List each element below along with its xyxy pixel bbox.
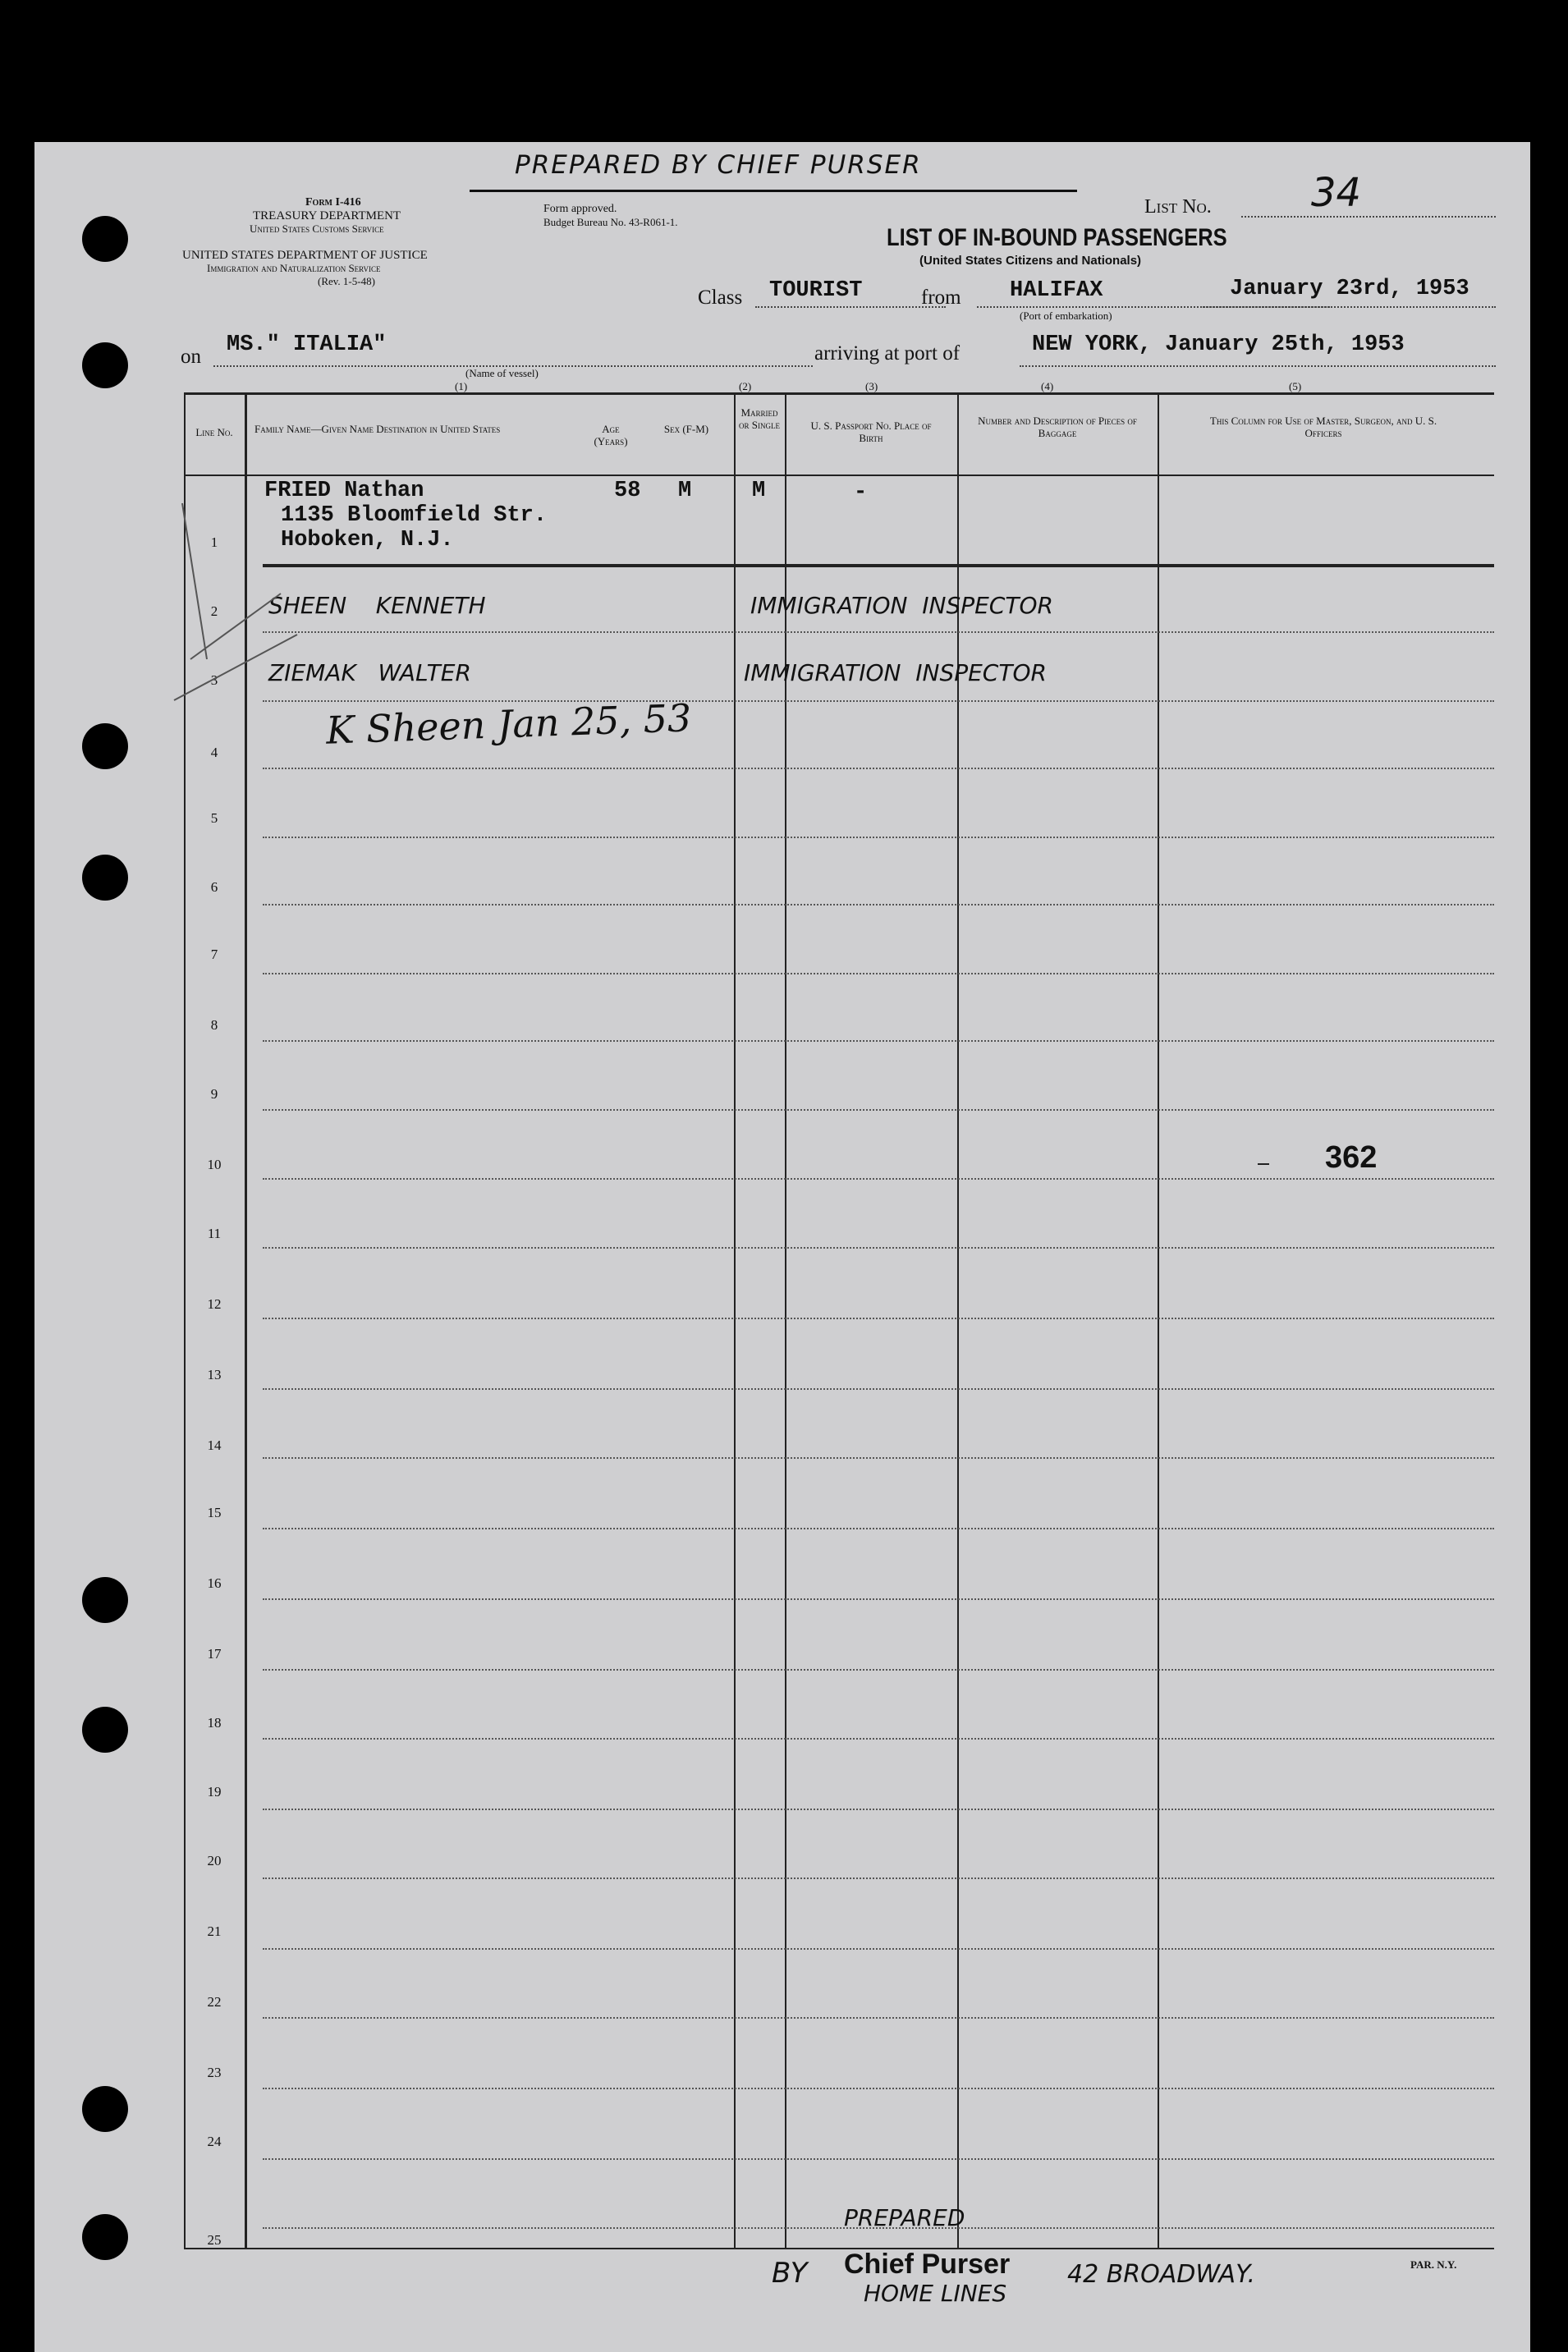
row-rule — [263, 904, 1494, 905]
entry-note: IMMIGRATION INSPECTOR — [744, 659, 1047, 686]
prepared-by-heading: PREPARED BY CHIEF PURSER — [515, 150, 922, 180]
embark-date-line — [1200, 306, 1496, 308]
binder-hole — [82, 216, 128, 262]
line-number: 23 — [207, 2065, 222, 2080]
footer-address: 42 BROADWAY. — [1067, 2260, 1256, 2289]
customs-service: United States Customs Service — [250, 222, 384, 235]
header-officers: This Column for Use of Master, Surgeon, and U. S. Officers — [1209, 415, 1437, 439]
embark-date: January 23rd, 1953 — [1230, 277, 1469, 301]
form-approved: Form approved. — [543, 203, 617, 215]
line-number: 11 — [207, 1226, 222, 1241]
vessel-name: MS." ITALIA" — [227, 332, 387, 357]
row-rule — [263, 2088, 1494, 2089]
vessel-label: (Name of vessel) — [465, 367, 539, 379]
list-no-line — [1241, 216, 1496, 218]
row-rule — [263, 1809, 1494, 1810]
inspector-signature: K Sheen Jan 25, 53 — [325, 695, 693, 753]
line-number: 5 — [210, 810, 218, 826]
header-line-no: Line No. — [195, 426, 233, 438]
arriving-label: arriving at port of — [814, 342, 961, 364]
ins-service: Immigration and Naturalization Service — [207, 262, 381, 274]
header-age: Age (Years) — [594, 423, 628, 447]
table-bottom-border — [184, 2248, 1494, 2249]
line-number: 19 — [207, 1784, 222, 1800]
list-number: 34 — [1311, 170, 1362, 216]
row-rule — [263, 1877, 1494, 1879]
entry-married: M — [752, 479, 766, 503]
entry-passport: - — [854, 480, 868, 505]
class-line — [755, 306, 946, 308]
footer-home-lines: HOME LINES — [864, 2280, 1007, 2307]
line-number: 6 — [210, 879, 218, 895]
col-num: (4) — [1041, 380, 1054, 392]
col-num: (2) — [739, 380, 752, 392]
entry-name: SHEEN KENNETH — [268, 592, 486, 619]
row-rule — [263, 2158, 1494, 2160]
on-label: on — [181, 346, 201, 368]
budget-bureau: Budget Bureau No. 43-R061-1. — [543, 216, 678, 228]
binder-hole — [82, 1577, 128, 1623]
header-divider — [184, 475, 1494, 476]
row-rule — [263, 1457, 1494, 1459]
line-number: 1 — [210, 534, 218, 550]
treasury-dept: TREASURY DEPARTMENT — [253, 209, 401, 222]
from-value: HALIFAX — [1010, 278, 1103, 303]
header-sex: Sex (F-M) — [663, 423, 709, 435]
list-no-label: List No. — [1144, 196, 1212, 218]
binder-hole — [82, 2214, 128, 2260]
from-label: from — [921, 287, 961, 309]
row-rule — [263, 1669, 1494, 1671]
row-rule — [263, 2017, 1494, 2019]
entry-address: Hoboken, N.J. — [281, 528, 454, 552]
class-label: Class — [698, 287, 743, 309]
heading-underline — [470, 190, 1077, 192]
entry-note: IMMIGRATION INSPECTOR — [750, 592, 1053, 619]
form-title: LIST OF IN-BOUND PASSENGERS — [887, 224, 1227, 251]
row-rule — [263, 1318, 1494, 1319]
printer-mark: PAR. N.Y. — [1410, 2258, 1457, 2271]
line-number: 15 — [207, 1505, 222, 1520]
line-number: 3 — [210, 672, 218, 688]
entry-sex: M — [678, 479, 692, 503]
line-number: 7 — [210, 947, 218, 962]
col-num: (1) — [455, 380, 468, 392]
line-number: 17 — [207, 1646, 222, 1662]
line-number: 8 — [210, 1017, 218, 1033]
row-rule — [263, 1948, 1494, 1950]
row-rule — [263, 1178, 1494, 1180]
table-top-border — [184, 392, 1494, 395]
row-rule — [263, 631, 1494, 633]
justice-dept: UNITED STATES DEPARTMENT OF JUSTICE — [182, 249, 428, 262]
row-rule — [263, 700, 1494, 702]
binder-hole — [82, 723, 128, 769]
row-rule — [263, 1388, 1494, 1390]
line-number: 20 — [207, 1853, 222, 1868]
line-number: 9 — [210, 1086, 218, 1102]
line-number: 22 — [207, 1994, 222, 2010]
port-embark-label: (Port of embarkation) — [1020, 309, 1112, 322]
line-number: 13 — [207, 1367, 222, 1382]
row-rule — [263, 768, 1494, 769]
header-married: Married or Single — [739, 406, 780, 431]
line-number: 4 — [210, 745, 218, 760]
line-number: 16 — [207, 1575, 222, 1591]
form-subtitle: (United States Citizens and Nationals) — [919, 254, 1142, 268]
line-number: 18 — [207, 1715, 222, 1731]
binder-hole — [82, 1707, 128, 1753]
header-passport: U. S. Passport No. Place of Birth — [810, 420, 932, 444]
form-sheet — [34, 142, 1530, 2352]
arrival-port-date: NEW YORK, January 25th, 1953 — [1032, 332, 1405, 357]
footer-by: BY — [772, 2257, 808, 2290]
stamp-dash — [1258, 1163, 1269, 1165]
row-rule — [263, 1598, 1494, 1600]
header-baggage: Number and Description of Pieces of Baggage — [978, 415, 1137, 439]
line-number: 21 — [207, 1923, 222, 1939]
stamp-number: 362 — [1325, 1140, 1378, 1175]
checker-marks — [158, 495, 305, 708]
class-value: TOURIST — [769, 278, 863, 303]
binder-hole — [82, 855, 128, 901]
entry-age: 58 — [614, 479, 641, 503]
form-number: Form I-416 — [305, 196, 361, 209]
header-name: Family Name—Given Name Destination in United States — [254, 423, 501, 435]
line-number: 14 — [207, 1437, 222, 1453]
line-number: 24 — [207, 2134, 222, 2149]
col-divider — [1158, 392, 1159, 2248]
row-rule — [263, 1528, 1494, 1529]
line-number: 2 — [210, 603, 218, 619]
footer-chief-purser: Chief Purser — [844, 2249, 1011, 2280]
binder-hole — [82, 2086, 128, 2132]
entry-name: ZIEMAK WALTER — [268, 659, 471, 686]
col-divider — [734, 392, 736, 2248]
line-number: 10 — [207, 1157, 222, 1172]
binder-hole — [82, 342, 128, 388]
arrival-line — [1020, 365, 1496, 367]
entry-address: 1135 Bloomfield Str. — [281, 503, 548, 528]
line-number: 12 — [207, 1296, 222, 1312]
footer-prepared: PREPARED — [844, 2204, 965, 2231]
line-number: 25 — [207, 2232, 222, 2248]
row-rule — [263, 973, 1494, 974]
entry-name: FRIED Nathan — [264, 479, 424, 503]
row-rule — [263, 1738, 1494, 1740]
row-rule — [263, 837, 1494, 838]
col-num: (3) — [865, 380, 878, 392]
row-rule — [263, 564, 1494, 567]
revision: (Rev. 1-5-48) — [318, 275, 375, 287]
row-rule — [263, 1247, 1494, 1249]
row-rule — [263, 1040, 1494, 1042]
row-rule — [263, 1109, 1494, 1111]
col-num: (5) — [1289, 380, 1302, 392]
